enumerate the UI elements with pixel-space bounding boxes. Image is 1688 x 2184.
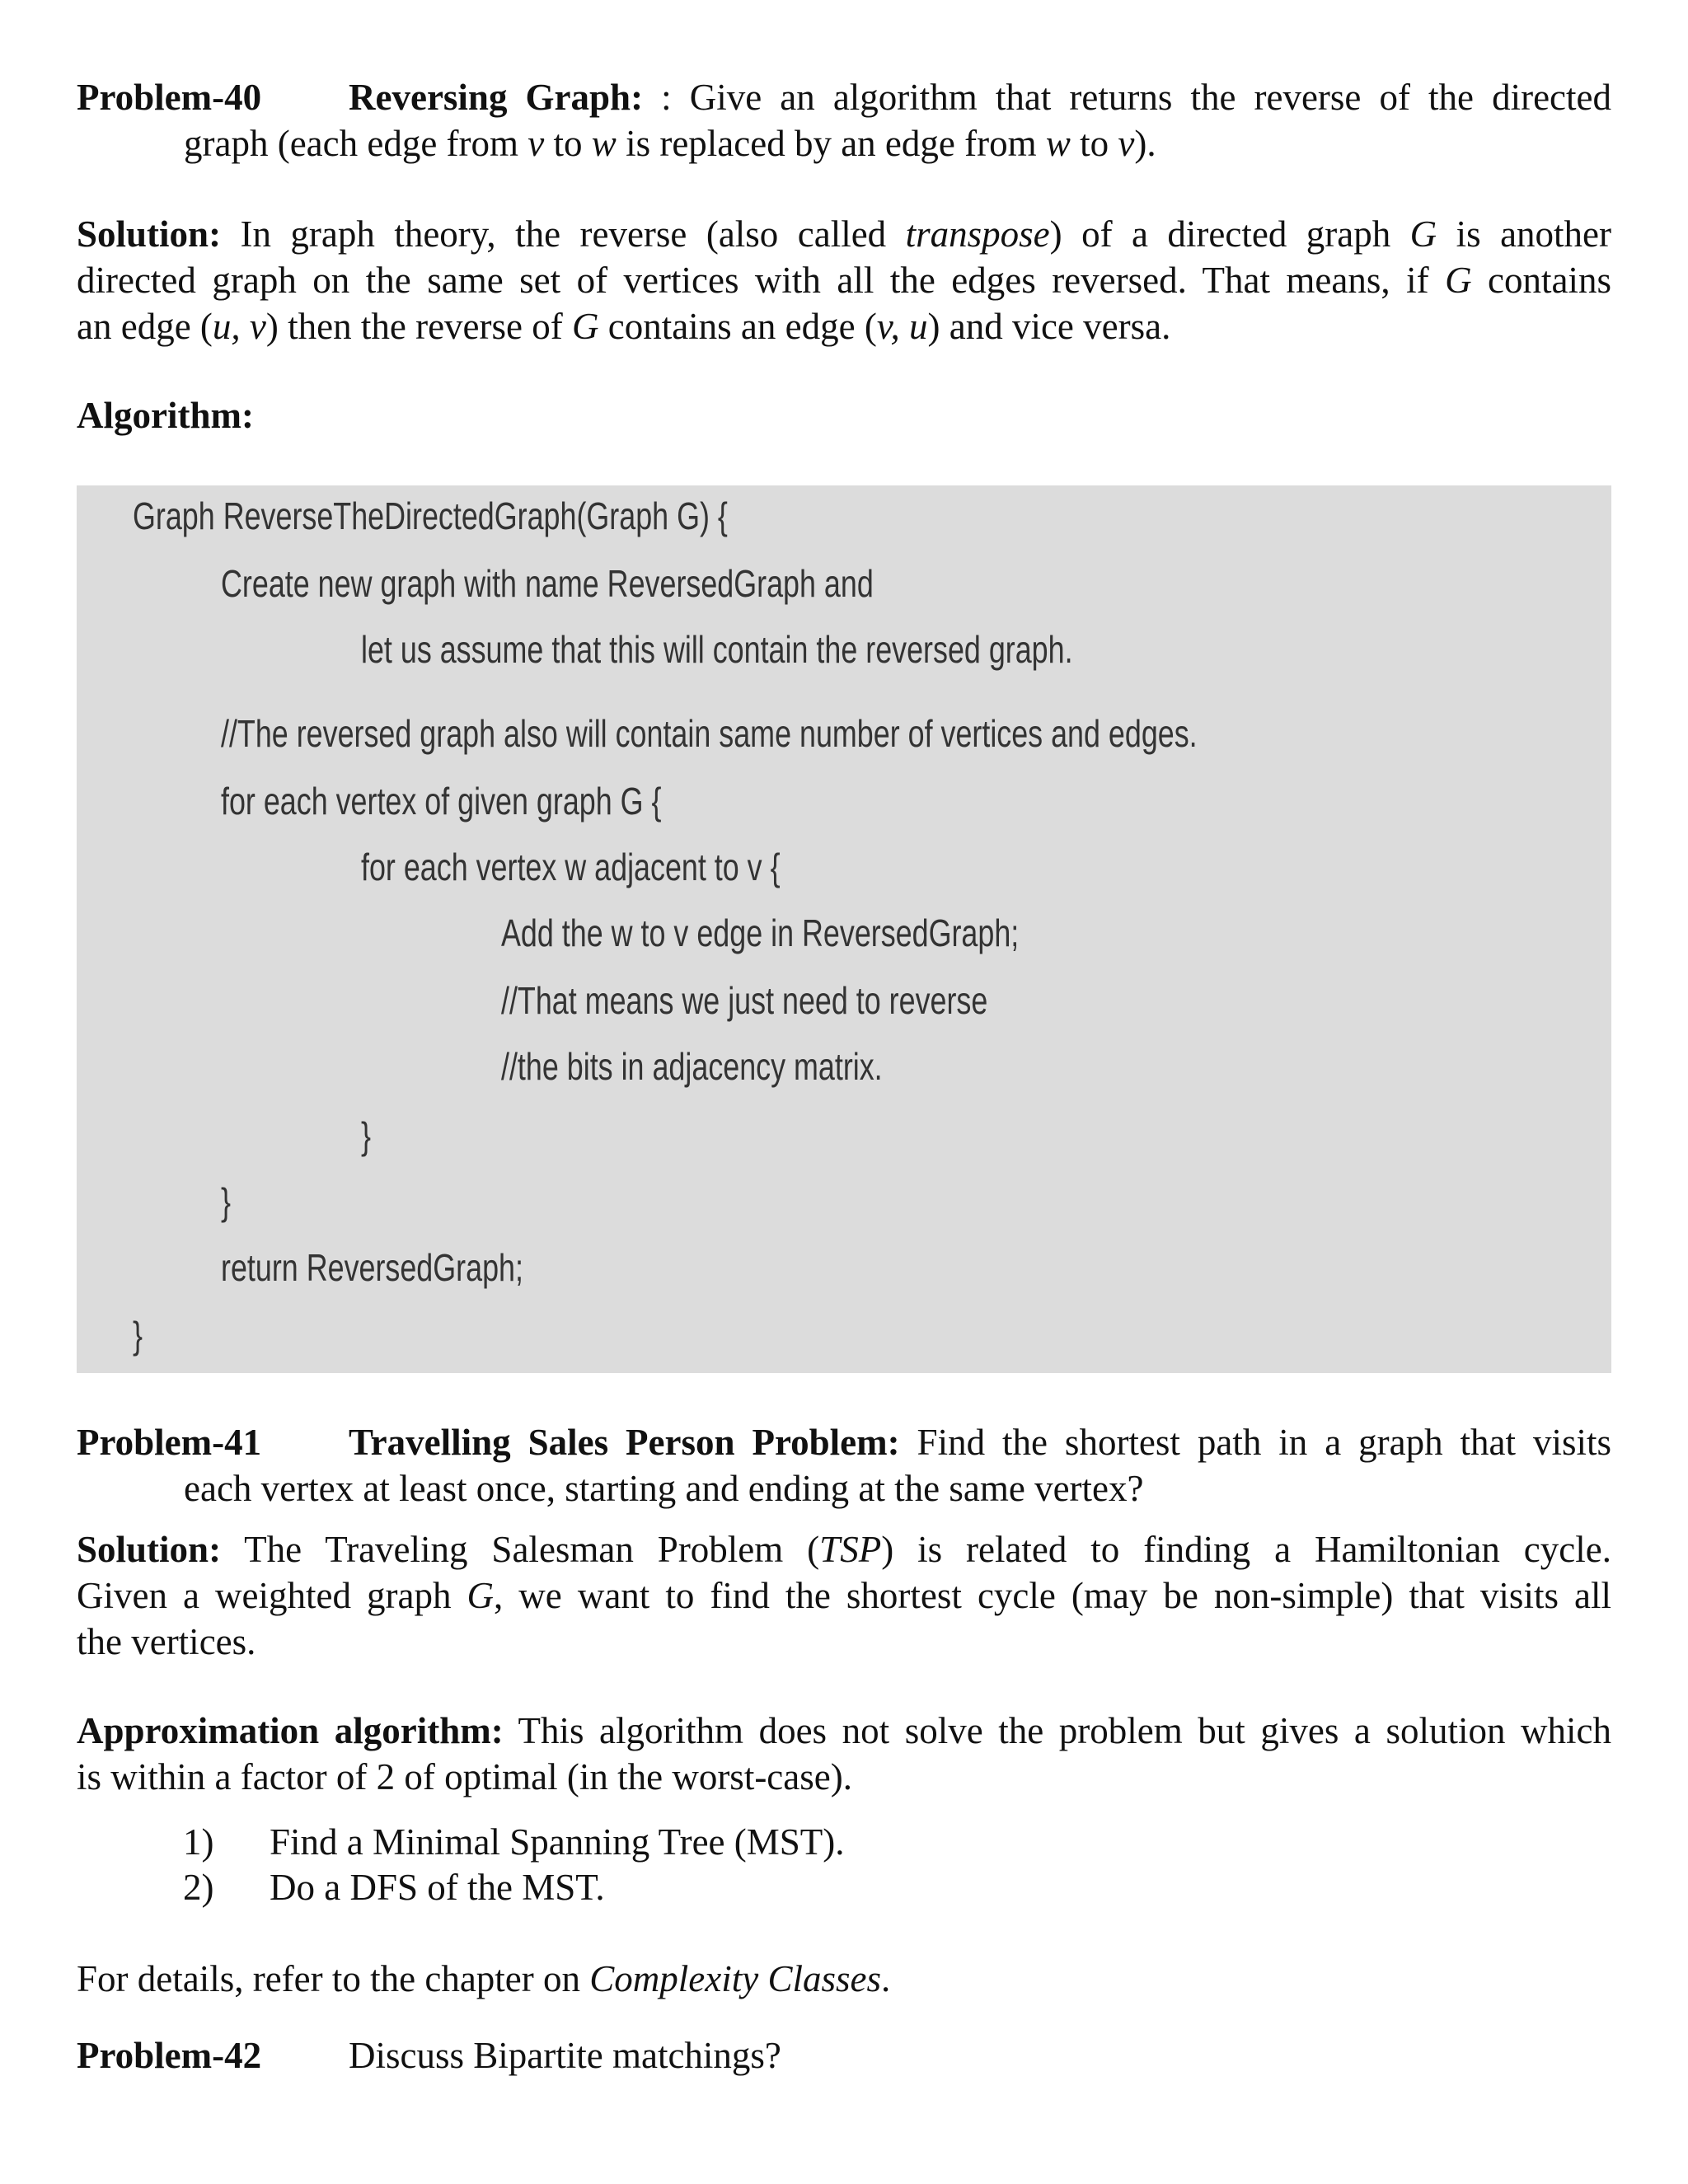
solution-text: ) of a directed graph — [1049, 213, 1410, 255]
problem-40 — [77, 74, 1611, 166]
solution-40-line-2 — [77, 257, 1611, 303]
problem-title: Reversing Graph: — [349, 77, 644, 118]
details-text: For details, refer to the chapter on — [77, 1958, 590, 1999]
problem-text: to — [544, 123, 592, 164]
problem-label: Problem-41 — [77, 1422, 262, 1463]
math-var: G — [467, 1575, 495, 1616]
solution-text: contains — [1471, 260, 1611, 301]
code-block — [77, 485, 1611, 1373]
solution-text: an edge ( — [77, 306, 213, 347]
list-text: Do a DFS of the MST. — [270, 1867, 605, 1908]
problem-40-line-2 — [77, 120, 1611, 166]
solution-41 — [77, 1526, 1611, 1665]
list-number: 1) — [183, 1821, 214, 1863]
details-text: . — [880, 1958, 891, 1999]
code-line: for each vertex w adjacent to v { — [361, 846, 781, 888]
chapter-reference: Complexity Classes — [589, 1958, 881, 1999]
code-comment: //The reversed graph also will contain same number of vertices and edges. — [221, 712, 1198, 755]
solution-text: ) is related to finding a Hamiltonian cycle. — [881, 1529, 1611, 1570]
code-line: } — [361, 1114, 371, 1157]
solution-41-line-2 — [77, 1572, 1611, 1619]
solution-label: Solution: — [77, 1529, 222, 1570]
algorithm-heading: Algorithm: — [77, 395, 254, 436]
list-text: Find a Minimal Spanning Tree (MST). — [270, 1821, 845, 1863]
code-line: let us assume that this will contain the reversed graph. — [361, 628, 1073, 671]
code-line: Create new graph with name ReversedGraph and — [221, 562, 874, 605]
problem-41-line-1 — [77, 1419, 1611, 1465]
problem-title: Travelling Sales Person Problem: — [349, 1422, 900, 1463]
problem-text: graph (each edge from — [184, 123, 528, 164]
problem-text: Find the shortest path in a graph that visits — [899, 1422, 1611, 1463]
problem-40-line-1 — [77, 74, 1611, 120]
approximation-line-1 — [77, 1708, 1611, 1754]
solution-text: ) and vice versa. — [927, 306, 1171, 347]
solution-text: is another — [1437, 213, 1612, 255]
solution-40 — [77, 211, 1611, 349]
solution-text: The Traveling Salesman Problem ( — [221, 1529, 820, 1570]
code-line: for each vertex of given graph G { — [221, 780, 662, 823]
code-comment: //the bits in adjacency matrix. — [501, 1045, 883, 1088]
problem-text: Discuss Bipartite matchings? — [349, 2035, 781, 2076]
approximation-line-2: is within a factor of 2 of optimal (in the worst-case). — [77, 1756, 852, 1797]
solution-text: ) then the reverse of — [265, 306, 572, 347]
list-item — [183, 1821, 845, 1863]
solution-text: directed graph on the same set of vertices with all the edges reversed. That means, if — [77, 260, 1446, 301]
code-line: } — [221, 1180, 231, 1223]
math-var: v, u — [876, 306, 928, 347]
problem-text: : Give an algorithm that returns the reverse of the directed — [643, 77, 1611, 118]
math-var: G — [1409, 213, 1437, 255]
approximation-label: Approximation algorithm: — [77, 1710, 504, 1751]
code-line: Add the w to v edge in ReversedGraph; — [501, 912, 1020, 954]
problem-label: Problem-40 — [77, 77, 262, 118]
approximation-paragraph — [77, 1708, 1611, 1800]
code-line: } — [133, 1314, 143, 1357]
math-var: v — [1118, 123, 1135, 164]
approximation-text: This algorithm does not solve the problem but gives a solution which — [503, 1710, 1611, 1751]
list-number: 2) — [183, 1867, 214, 1908]
solution-40-line-3 — [77, 303, 1611, 349]
code-line: Graph ReverseTheDirectedGraph(Graph G) { — [133, 494, 728, 537]
emphasis: transpose — [905, 213, 1050, 255]
problem-41 — [77, 1419, 1611, 1511]
solution-40-line-1 — [77, 211, 1611, 257]
solution-text: , we want to find the shortest cycle (may be non-simple) that visits all — [494, 1575, 1611, 1616]
solution-text: Given a weighted graph — [77, 1575, 467, 1616]
solution-41-line-3: the vertices. — [77, 1621, 256, 1662]
math-var: G — [1445, 260, 1472, 301]
emphasis: TSP — [819, 1529, 882, 1570]
math-var: w — [1045, 123, 1071, 164]
problem-text: to — [1070, 123, 1118, 164]
math-var: u, v — [212, 306, 266, 347]
problem-42 — [77, 2032, 1611, 2079]
solution-41-line-1 — [77, 1526, 1611, 1572]
solution-text: In graph theory, the reverse (also called — [221, 213, 906, 255]
problem-text: is replaced by an edge from — [616, 123, 1046, 164]
code-line: return ReversedGraph; — [221, 1246, 523, 1289]
math-var: v — [528, 123, 545, 164]
list-item — [183, 1866, 605, 1909]
problem-text: ). — [1134, 123, 1156, 164]
solution-label: Solution: — [77, 213, 222, 255]
details-paragraph — [77, 1956, 1611, 2002]
problem-label: Problem-42 — [77, 2035, 262, 2076]
problem-41-line-2: each vertex at least once, starting and ending at the same vertex? — [184, 1468, 1144, 1509]
math-var: G — [571, 306, 599, 347]
solution-text: contains an edge ( — [598, 306, 877, 347]
code-comment: //That means we just need to reverse — [501, 979, 988, 1022]
math-var: w — [591, 123, 617, 164]
